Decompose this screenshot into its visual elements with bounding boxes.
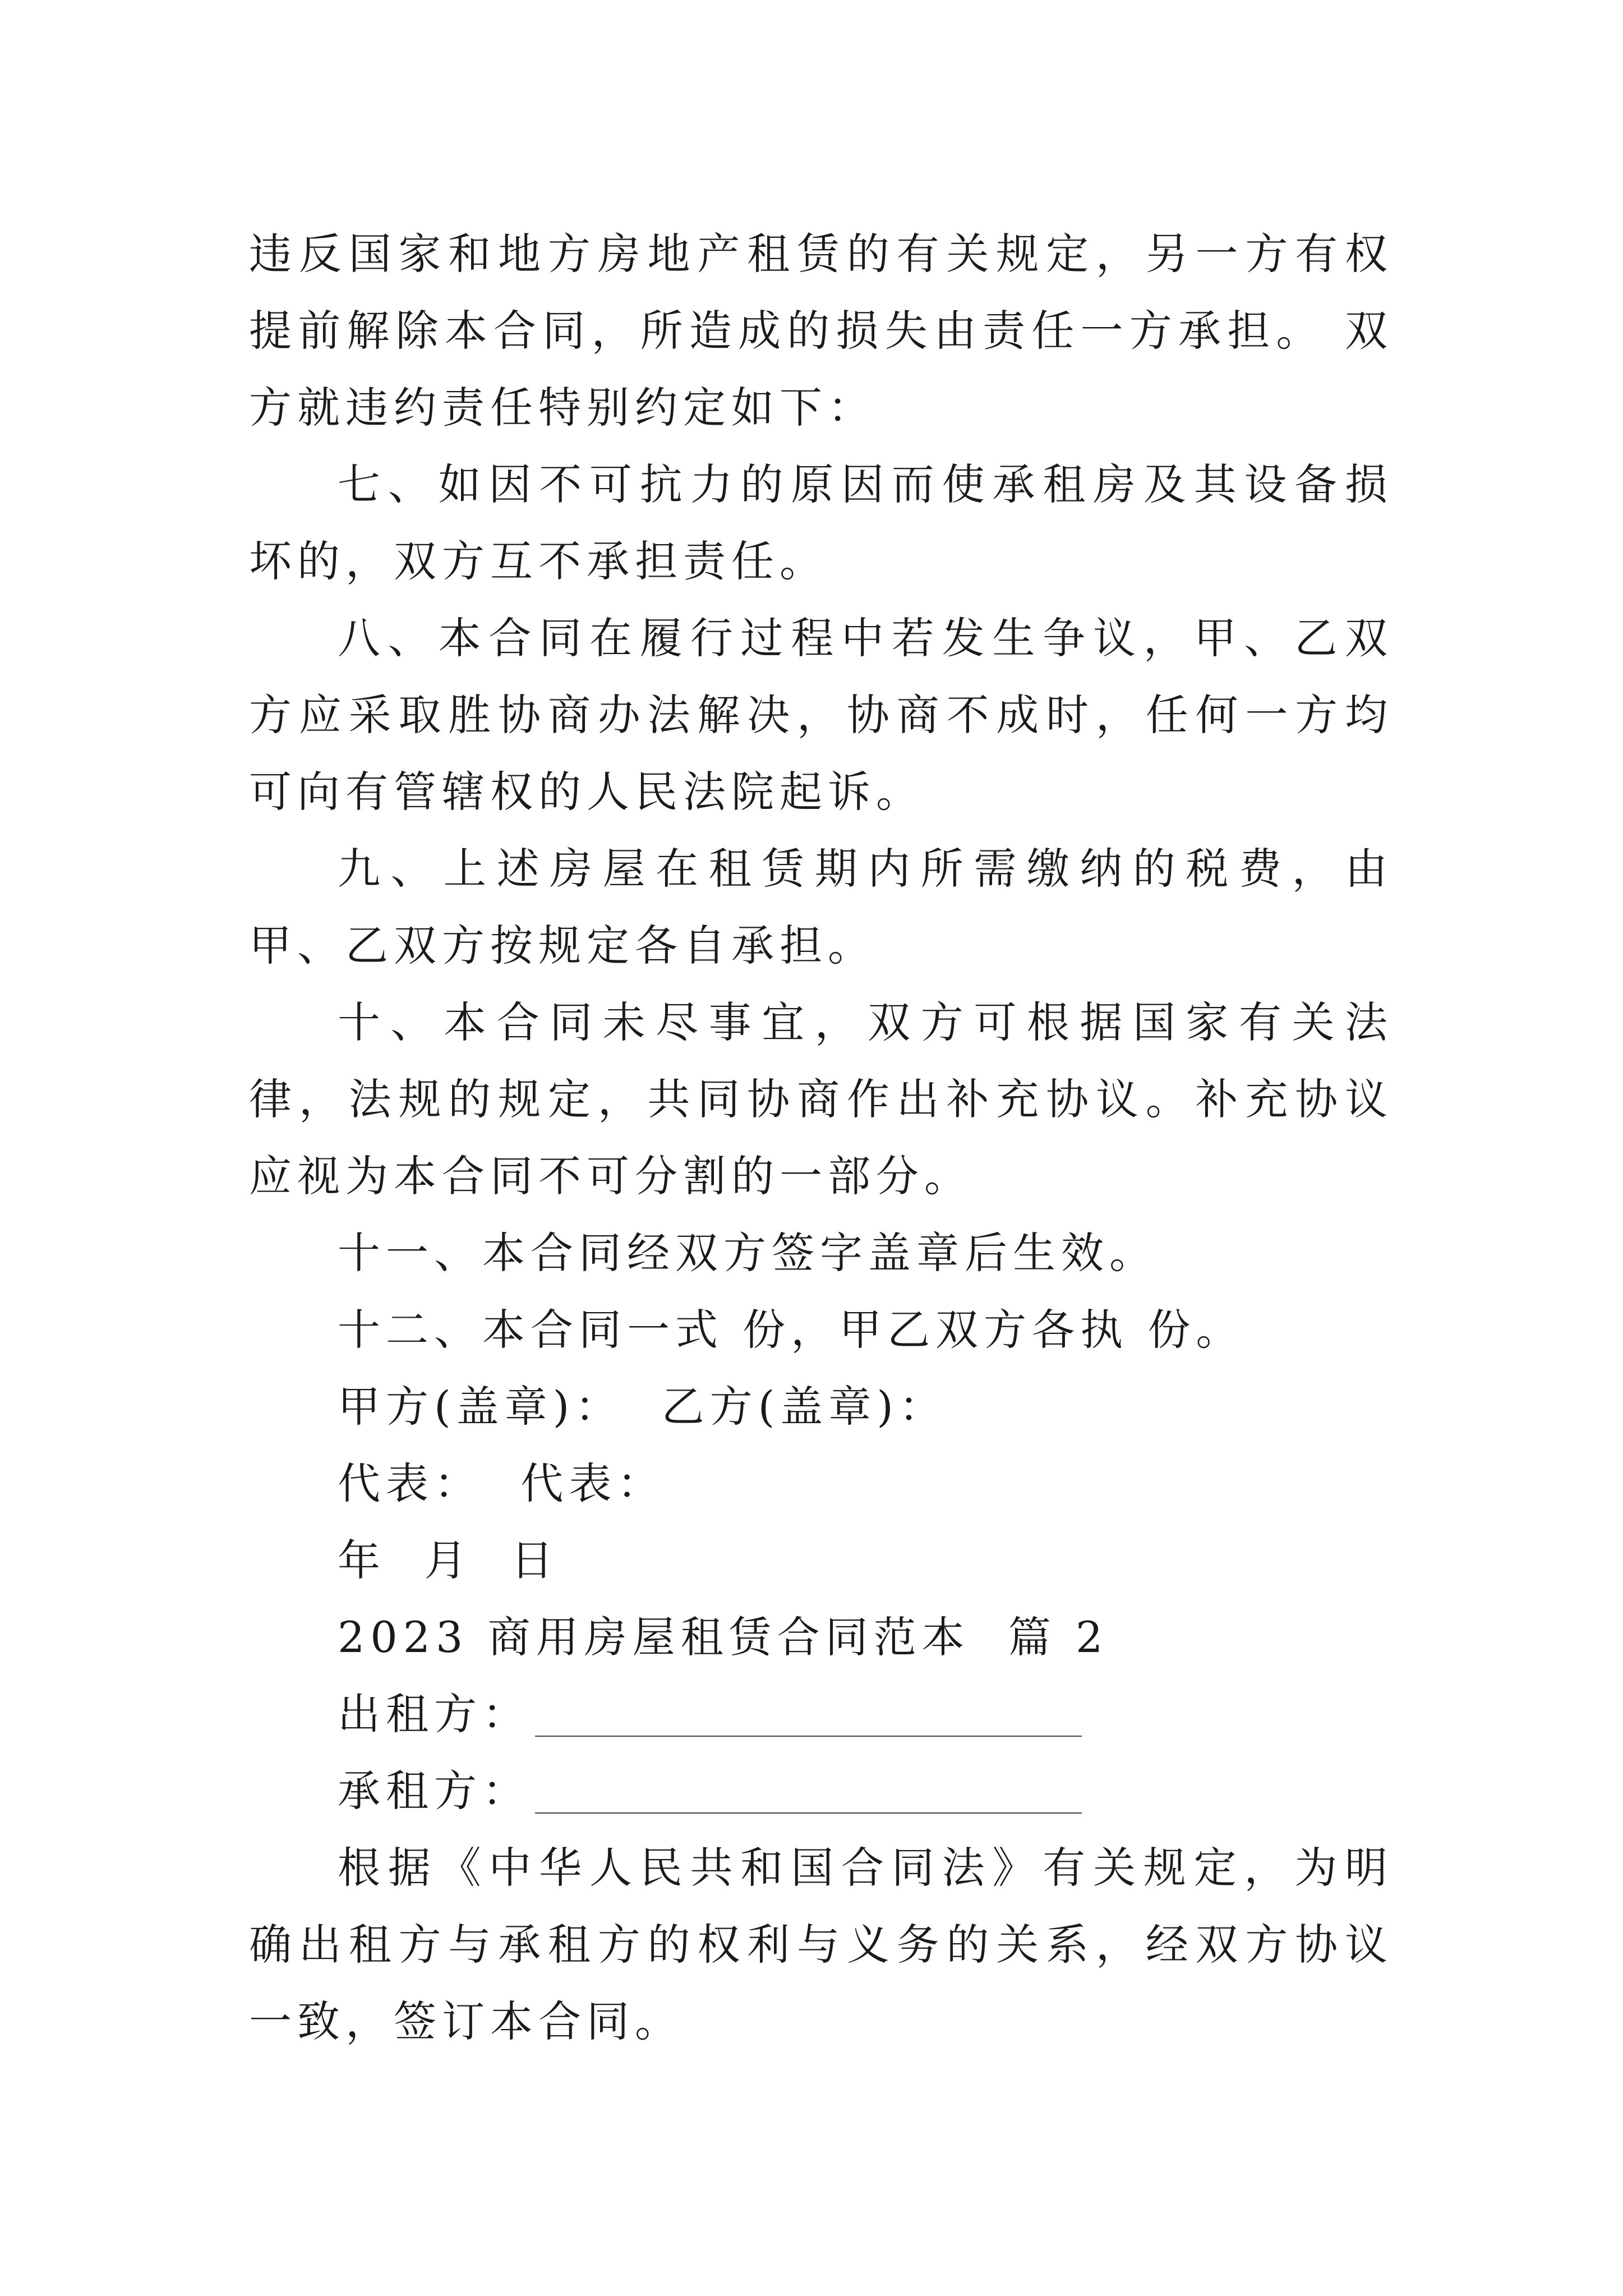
line-date (249, 1522, 1393, 1599)
paragraph-clause-9 (249, 830, 1393, 984)
line-clause-12 (249, 1291, 1393, 1368)
line-representatives (249, 1445, 1393, 1522)
paragraph-breach-clause (249, 215, 1393, 446)
paragraph-text: 九、上述房屋在租赁期内所需缴纳的税费，由甲、乙双方按规定各自承担。 (249, 844, 1393, 970)
line-text: 代表： 代表： (338, 1458, 666, 1508)
field-lessee (249, 1752, 1393, 1829)
line-party-seals (249, 1368, 1393, 1445)
paragraph-preamble (249, 1829, 1393, 2060)
heading-text: 2023 商用房屋租赁合同范本 篇 2 (338, 1612, 1109, 1662)
field-label: 承租方： (338, 1766, 531, 1816)
blank-underline (535, 1812, 1082, 1814)
paragraph-text: 七、如因不可抗力的原因而使承租房及其设备损坏的，双方互不承担责任。 (249, 459, 1393, 586)
line-text: 年 月 日 (338, 1535, 559, 1585)
paragraph-text: 十、本合同未尽事宜，双方可根据国家有关法律，法规的规定，共同协商作出补充协议。补充协议应视为本合同不可分割的一部分。 (249, 997, 1393, 1201)
field-row (249, 1676, 1393, 1752)
line-text: 十一、本合同经双方签字盖章后生效。 (338, 1228, 1158, 1278)
paragraph-text: 根据《中华人民共和国合同法》有关规定，为明确出租方与承租方的权利与义务的关系，经双方协议一致，签订本合同。 (249, 1843, 1393, 2046)
field-row (249, 1752, 1393, 1829)
line-clause-11 (249, 1214, 1393, 1291)
line-text: 十二、本合同一式 份，甲乙双方各执 份。 (338, 1305, 1244, 1355)
paragraph-text: 违反国家和地方房地产租赁的有关规定，另一方有权提前解除本合同，所造成的损失由责任一方承担。 双方就违约责任特别约定如下： (249, 229, 1393, 432)
field-lessor (249, 1676, 1393, 1752)
paragraph-clause-7 (249, 446, 1393, 600)
field-label: 出租方： (338, 1689, 531, 1739)
blank-underline (535, 1736, 1082, 1737)
paragraph-clause-10 (249, 984, 1393, 1214)
section-heading (249, 1599, 1393, 1676)
line-text: 甲方(盖章)： 乙方(盖章)： (338, 1382, 947, 1432)
paragraph-text: 八、本合同在履行过程中若发生争议，甲、乙双方应采取胜协商办法解决，协商不成时，任何一方均可向有管辖权的人民法院起诉。 (249, 613, 1393, 817)
paragraph-clause-8 (249, 600, 1393, 830)
